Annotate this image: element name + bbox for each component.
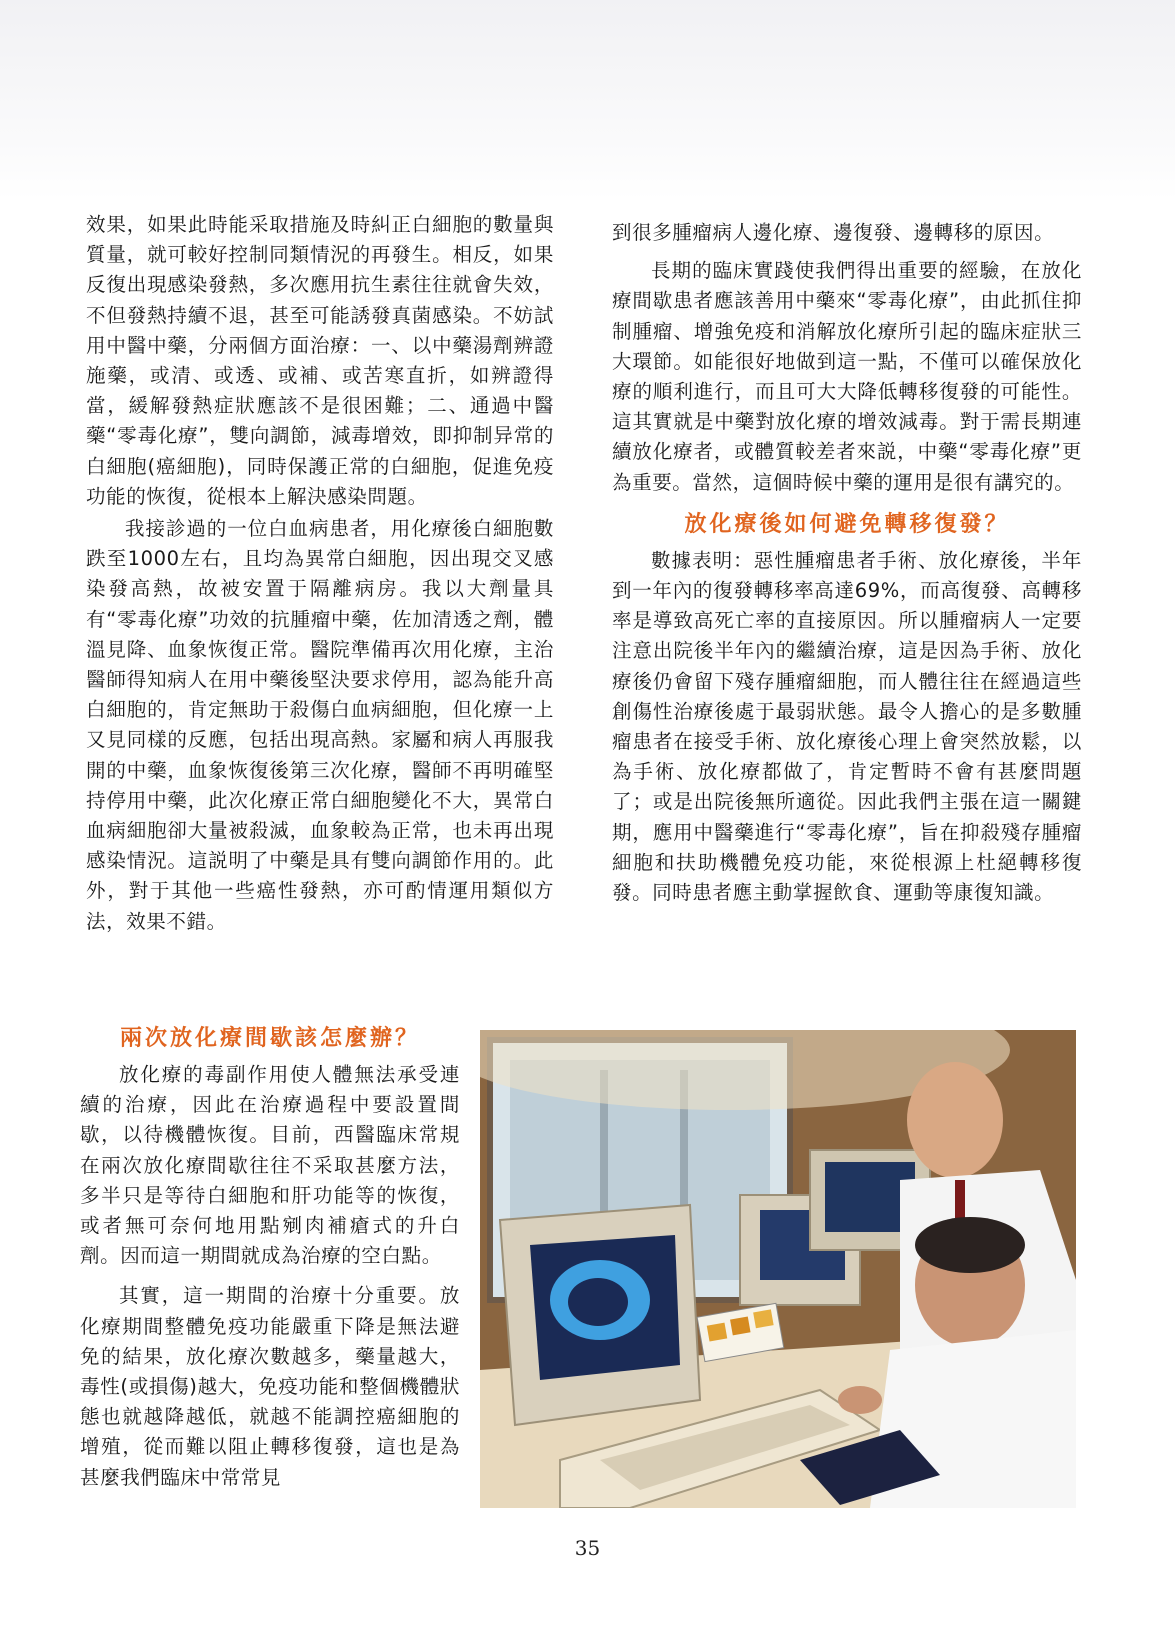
left-column-bottom — [80, 1012, 460, 1493]
section-heading: 兩次放化療間歇該怎麼辦？ — [119, 1025, 420, 1051]
paragraph: 我接診過的一位白血病患者，用化療後白細胞數跌至1000左右，且均為異常白細胞，因出現交叉感染發高熱，故被安置于隔離病房。我以大劑量具有“零毒化療”功效的抗腫瘤中藥，佐加清透之劑，體溫見降、血象恢復正常。醫院準備再次用化療，主治醫師得知病人在用中藥後堅決要求停用，認為能升高白細胞的，肯定無助于殺傷白血病細胞，但化療一上又見同樣的反應，包括出現高熱。家屬和病人再服我開的中藥，血象恢復後第三次化療，醫師不再明確堅持停用中藥，此次化療正常白細胞變化不大，異常白血病細胞卻大量被殺滅，血象較為正常，也未再出現感染情況。這説明了中藥是具有雙向調節作用的。此外，對于其他一些癌性發熱，亦可酌情運用類似方法，效果不錯。 — [86, 517, 554, 933]
doctors-at-computer-photo — [480, 1030, 1076, 1508]
paragraph: 效果，如果此時能采取措施及時糾正白細胞的數量與質量，就可較好控制同類情況的再發生。相反，如果反復出現感染發熱，多次應用抗生素往往就會失效，不但發熱持續不退，甚至可能誘發真菌感染。不妨試用中醫中藥，分兩個方面治療：一、以中藥湯劑辨證施藥，或清、或透、或補、或苦寒直折，如辨證得當，緩解發熱症狀應該不是很困難；二、通過中醫藥“零毒化療”，雙向調節，減毒增效，即抑制异常的白細胞(癌細胞)，同時保護正常的白細胞，促進免疫功能的恢復，從根本上解決感染問題。 — [86, 213, 554, 508]
paragraph: 長期的臨床實踐使我們得出重要的經驗，在放化療間歇患者應該善用中藥來“零毒化療”，由此抓住抑制腫瘤、增強免疫和消解放化療所引起的臨床症狀三大環節。如能很好地做到這一點，不僅可以確保放化療的順利進行，而且可大大降低轉移復發的可能性。這其實就是中藥對放化療的增效減毒。對于需長期連續放化療者，或體質較差者來説，中藥“零毒化療”更為重要。當然，這個時候中藥的運用是很有講究的。 — [612, 259, 1082, 494]
paragraph: 到很多腫瘤病人邊化療、邊復發、邊轉移的原因。 — [612, 221, 1055, 244]
left-column-top — [86, 210, 554, 937]
page-header-fade — [0, 0, 1175, 200]
section-heading: 放化療後如何避免轉移復發？ — [684, 510, 1010, 537]
page-number: 35 — [574, 1536, 601, 1560]
paragraph: 數據表明：惡性腫瘤患者手術、放化療後，半年到一年內的復發轉移率高達69%，而高復發、高轉移率是導致高死亡率的直接原因。所以腫瘤病人一定要注意出院後半年內的繼續治療，這是因為手術、放化療後仍會留下殘存腫瘤細胞，而人體往往在經過這些創傷性治療後處于最弱狀態。最令人擔心的是多數腫瘤患者在接受手術、放化療後心理上會突然放鬆，以為手術、放化療都做了，肯定暫時不會有甚麼問題了；或是出院後無所適從。因此我們主張在這一關鍵期，應用中醫藥進行“零毒化療”，旨在抑殺殘存腫瘤細胞和扶助機體免疫功能，來從根源上杜絕轉移復發。同時患者應主動掌握飲食、運動等康復知識。 — [612, 548, 1082, 905]
right-column — [612, 218, 1082, 908]
paragraph: 放化療的毒副作用使人體無法承受連續的治療，因此在治療過程中要設置間歇，以待機體恢復。目前，西醫臨床常規在兩次放化療間歇往往不采取甚麼方法，多半只是等待白細胞和肝功能等的恢復，或者無可奈何地用點剜肉補瘡式的升白劑。因而這一期間就成為治療的空白點。 — [80, 1063, 460, 1268]
paragraph: 其實，這一期間的治療十分重要。放化療期間整體免疫功能嚴重下降是無法避免的結果，放化療次數越多，藥量越大，毒性(或損傷)越大，免疫功能和整個機體狀態也就越降越低，就越不能調控癌細胞的增殖，從而難以阻止轉移復發，這也是為甚麼我們臨床中常常見 — [80, 1284, 460, 1489]
